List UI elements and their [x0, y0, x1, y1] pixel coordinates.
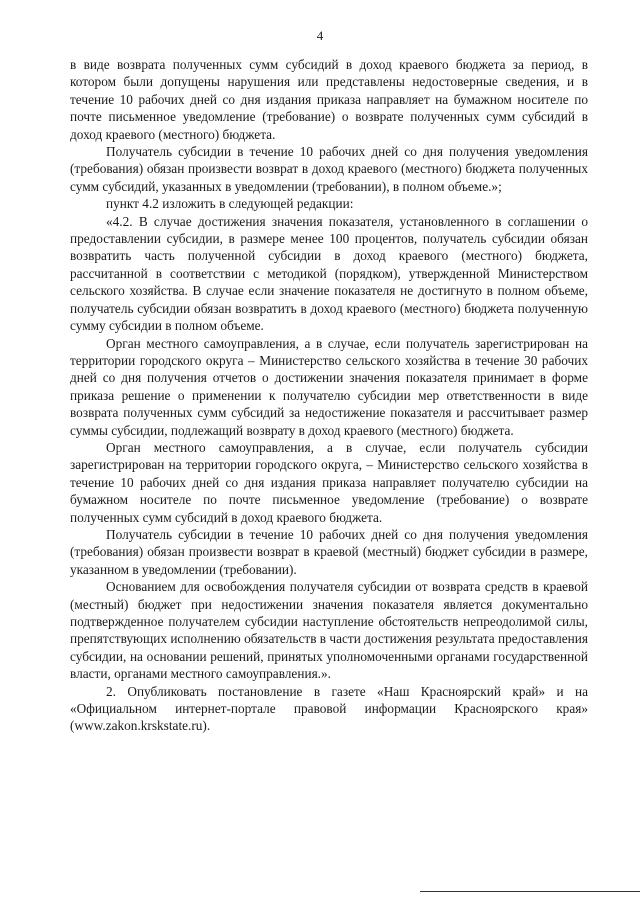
paragraph: Основанием для освобождения получателя субсидии от возврата средств в краевой (местный) бюджет при недостижении значения показателя является документально подтвержденное получателем субсидии наступление обстоятельств непреодолимой силы, препятствующих исполнению обязательств в части достижения результата предоставления субсидии, на основании решений, принятых уполномоченными органами государственной власти, органами местного самоуправления.». — [70, 579, 588, 682]
page-number: 4 — [316, 28, 324, 43]
paragraph: 2. Опубликовать постановление в газете «Наш Красноярский край» и на «Официальном интернет-портале правовой информации Красноярского края» (www.zakon.krskstate.ru). — [70, 683, 588, 734]
footer-rule — [420, 891, 640, 892]
document-body — [70, 56, 588, 735]
paragraph: Орган местного самоуправления, а в случае, если получатель зарегистрирован на территории городского округа – Министерство сельского хозяйства в течение 30 рабочих дней со дня получения отчетов о достижении значения показателя принимает в форме приказа решение о применении к получателю субсидии мер ответственности в виде возврата полученных сумм субсидий за недостижение показателя и рассчитывает размер суммы субсидии, подлежащий возврату в доход краевого (местного) бюджета. — [70, 335, 588, 438]
paragraph: Получатель субсидии в течение 10 рабочих дней со дня получения уведомления (требования) обязан произвести возврат в краевой (местный) бюджет субсидии в размере, указанном в уведомлении (требовании). — [70, 526, 588, 577]
paragraph: «4.2. В случае достижения значения показателя, установленного в соглашении о предоставлении субсидии, в размере менее 100 процентов, получатель субсидии обязан возвратить часть полученной субсидии в доход краевого (местного) бюджета, рассчитанной в соответствии с методикой (порядком), утвержденной Министерством сельского хозяйства. В случае если значение показателя не достигнуто в полном объеме, получатель субсидии обязан возвратить в доход краевого (местного) бюджета полученную сумму субсидии в полном объеме. — [70, 213, 588, 334]
paragraph: Получатель субсидии в течение 10 рабочих дней со дня получения уведомления (требования) обязан произвести возврат в доход краевого (местного) бюджета полученных сумм субсидий, указанных в уведомлении (требовании), в полном объеме.»; — [70, 144, 588, 194]
paragraph: Орган местного самоуправления, а в случае, если получатель субсидии зарегистрирован на территории городского округа, – Министерство сельского хозяйства в течение 10 рабочих дней со дня издания приказа направляет получателю субсидии на бумажном носителе по почте письменное уведомление (требование) о возврате полученных сумм субсидий в доход краевого бюджета. — [70, 439, 588, 525]
paragraph: пункт 4.2 изложить в следующей редакции: — [106, 196, 354, 212]
paragraph: в виде возврата полученных сумм субсидий в доход краевого бюджета за период, в котором были допущены нарушения или представлены недостоверные сведения, и в течение 10 рабочих дней со дня издания приказа направляет на бумажном носителе по почте письменное уведомление (требование) о возврате полученных сумм субсидий в доход краевого (местного) бюджета. — [70, 57, 588, 142]
